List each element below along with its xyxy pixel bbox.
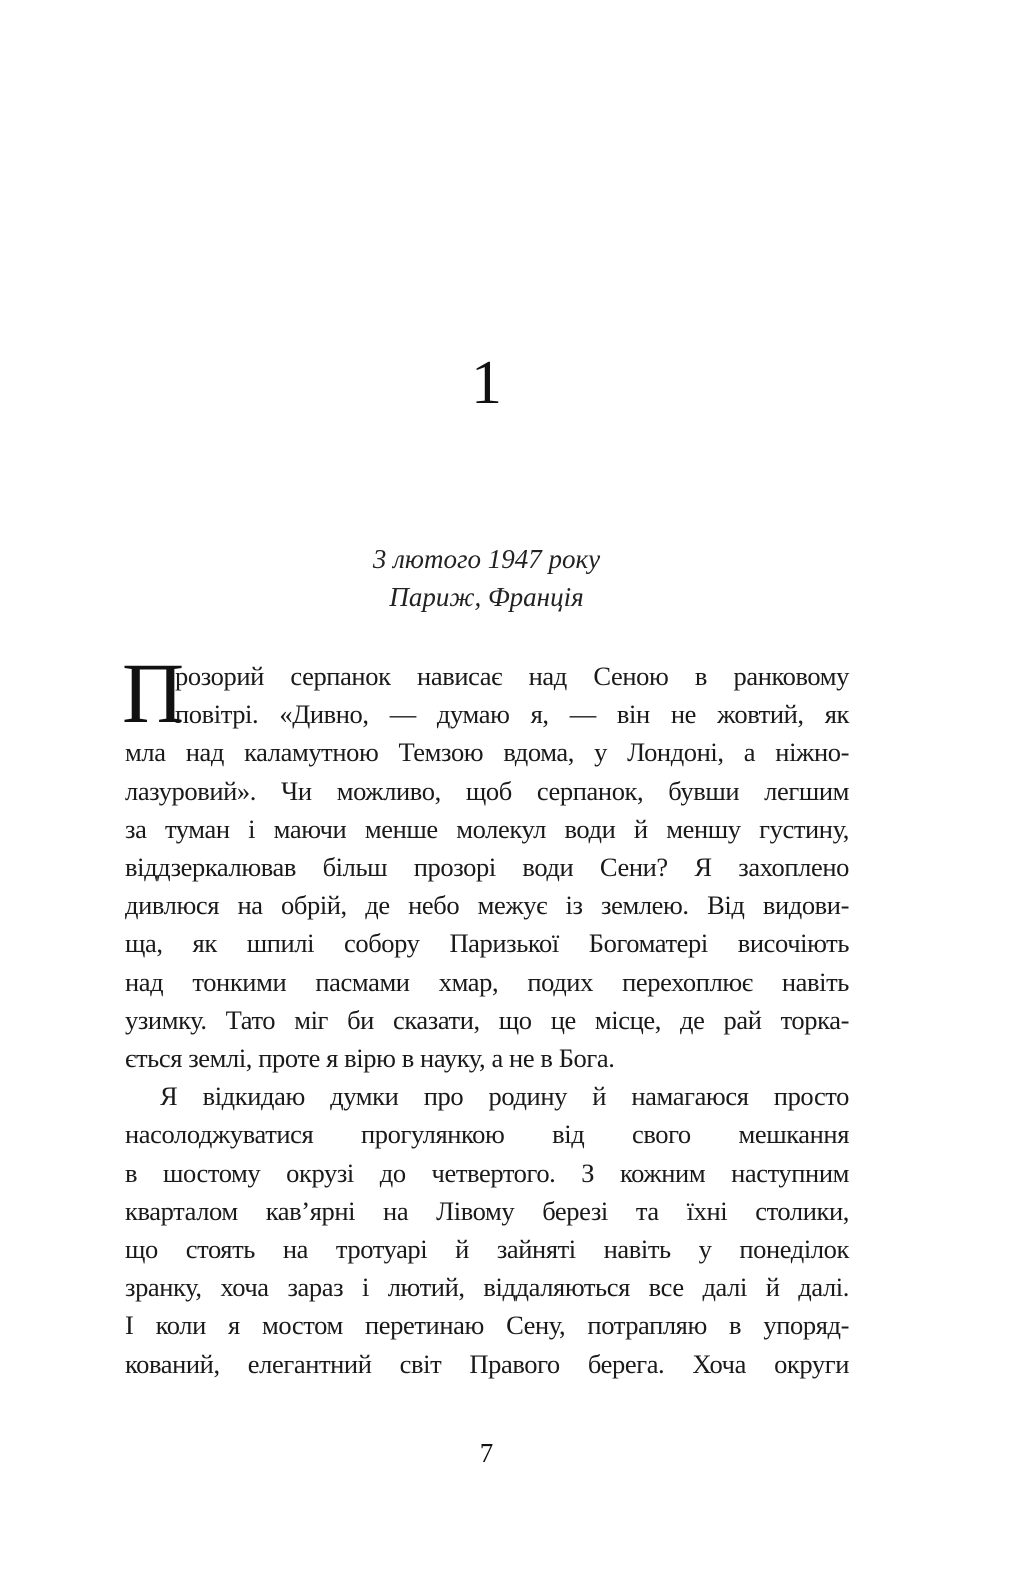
text-line: зранку, хоча зараз і лютий, віддаляються все далі й далі. xyxy=(125,1272,849,1303)
text-line: насолоджуватися прогулянкою від свого мешкання xyxy=(125,1119,849,1150)
text-line: повітрі. «Дивно, — думаю я, — він не жовтий, як xyxy=(175,699,849,730)
dateline xyxy=(0,540,973,616)
text-line: лазуровий». Чи можливо, щоб серпанок, бувши легшим xyxy=(125,775,849,806)
dateline-date: 3 лютого 1947 року xyxy=(372,544,601,574)
text-line: узимку. Тато міг би сказати, що це місце, де рай торка- xyxy=(125,1004,849,1035)
text-line: в шостому окрузі до четвертого. З кожним наступним xyxy=(125,1157,849,1188)
text-line: що стоять на тротуарі й зайняті навіть у понеділок xyxy=(125,1234,849,1265)
text-line: за туман і маючи менше молекул води й меншу густину, xyxy=(125,813,849,844)
text-line: ща, як шпилі собору Паризької Богоматері височіють xyxy=(125,928,849,959)
text-line: кварталом кав’ярні на Лівому березі та їхні столики, xyxy=(125,1195,849,1226)
drop-cap: П xyxy=(122,645,184,741)
page-number: 7 xyxy=(479,1438,494,1468)
text-line: ється землі, проте я вірю в науку, а не в Бога. xyxy=(125,1043,615,1074)
text-line: мла над каламутною Темзою вдома, у Лондоні, а ніжно- xyxy=(125,737,849,768)
text-line: над тонкими пасмами хмар, подих перехоплює навіть xyxy=(125,966,849,997)
body-text xyxy=(122,645,849,1383)
chapter-number: 1 xyxy=(471,349,502,417)
text-line: розорий серпанок нависає над Сеною в ранковому xyxy=(175,661,849,691)
text-line: І коли я мостом перетинаю Сену, потрапляю в упоряд- xyxy=(125,1310,849,1341)
text-line: Я відкидаю думки про родину й намагаюся просто xyxy=(160,1081,849,1112)
text-line: віддзеркалював більш прозорі води Сени? Я захоплено xyxy=(125,852,849,883)
dateline-place: Париж, Франція xyxy=(389,582,584,612)
text-line: кований, елегантний світ Правого берега. Хоча округи xyxy=(125,1348,849,1379)
text-line: дивлюся на обрій, де небо межує із землею. Від видови- xyxy=(125,890,849,921)
